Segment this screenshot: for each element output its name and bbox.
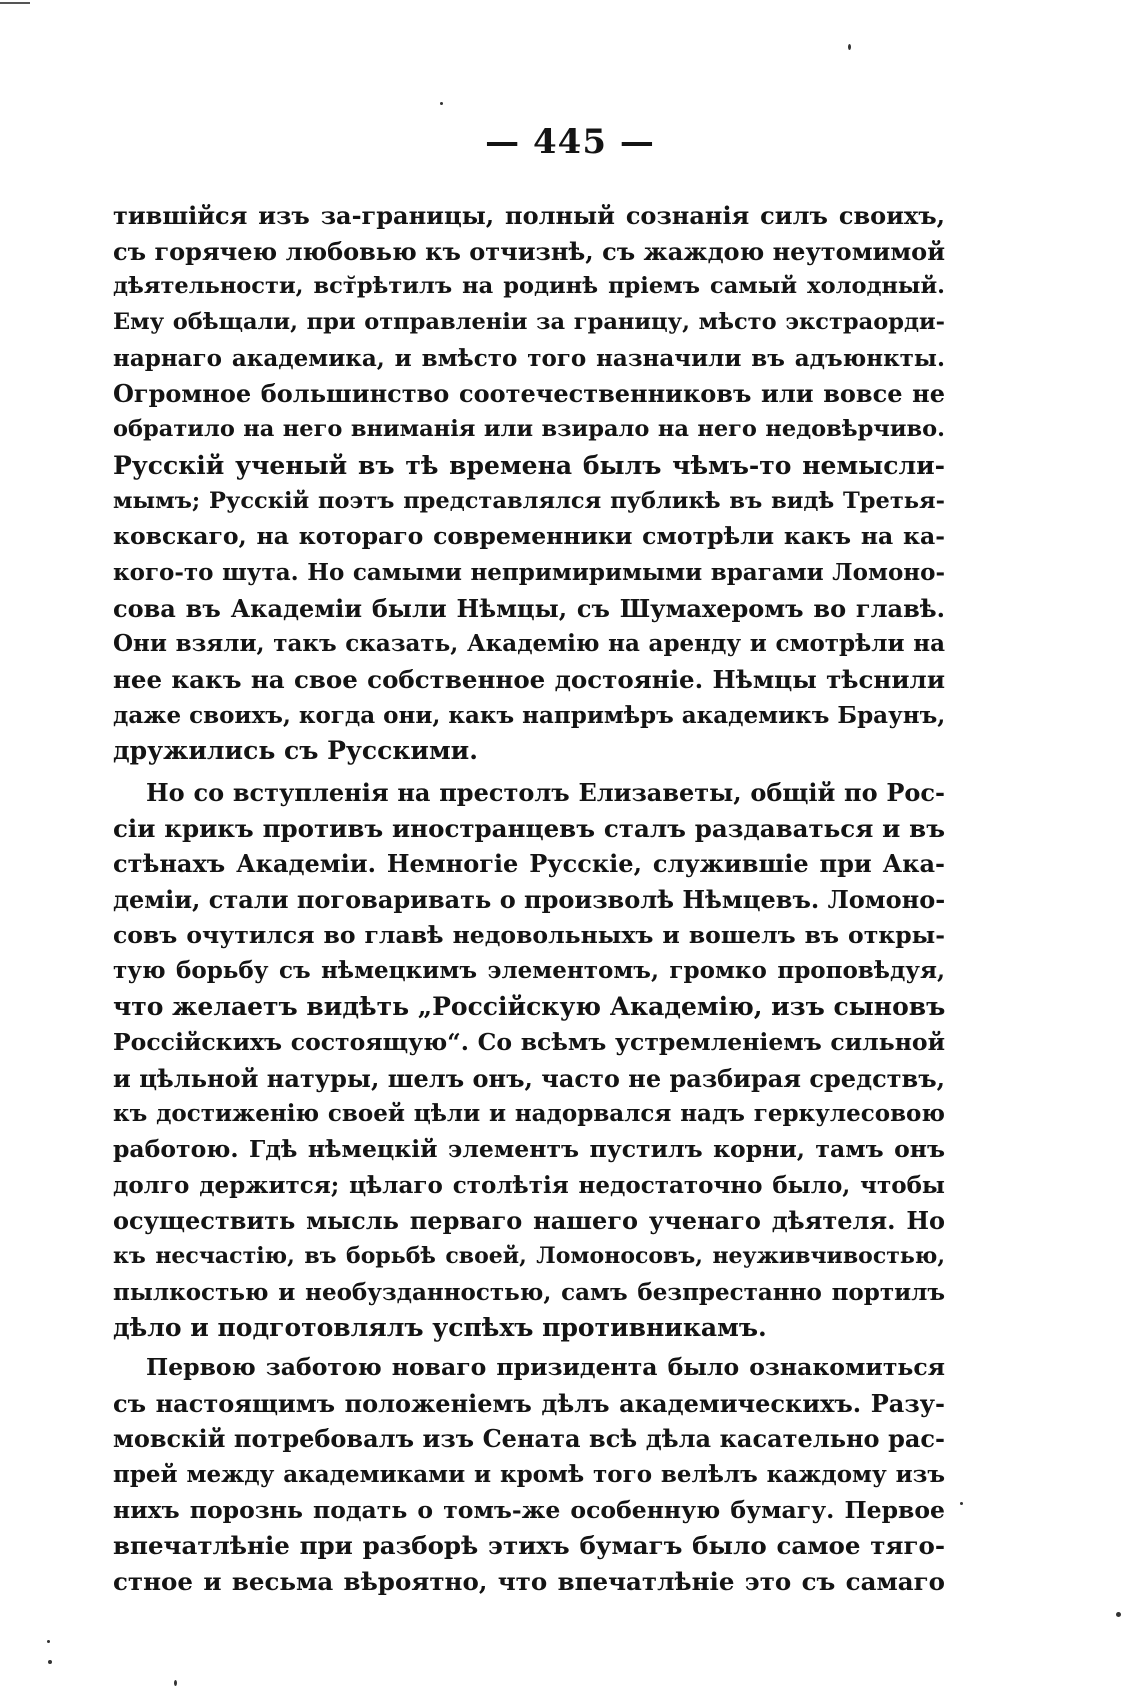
text-line: обратило на него вниманія или взирало на него недовѣрчиво. <box>113 416 945 443</box>
corner-dash-mark <box>0 2 30 4</box>
text-line: совъ очутился во главѣ недовольныхъ и вошелъ въ откры- <box>113 920 945 949</box>
text-line: деміи, стали поговаривать о произволѣ Нѣмцевъ. Ломоно- <box>113 885 945 915</box>
paragraph-1 <box>113 198 945 769</box>
text-line: что желаетъ видѣть „Россійскую Академію, изъ сыновъ <box>113 992 945 1022</box>
text-line: нее какъ на свое собственное достояніе. Нѣмцы тѣснили <box>113 664 945 694</box>
text-line: тившійся изъ за-границы, полный сознанія силъ своихъ, <box>113 201 945 230</box>
paragraph-2 <box>113 775 945 1346</box>
text-line: работою. Гдѣ нѣмецкій элементъ пустилъ корни, тамъ онъ <box>113 1134 945 1163</box>
scan-speck <box>960 1502 963 1505</box>
text-line: нихъ порознь подать о томъ-же особенную бумагу. Первое <box>113 1495 945 1524</box>
scan-speck <box>47 1640 50 1643</box>
text-line: осуществить мысль перваго нашего ученаго дѣятеля. Но <box>113 1206 945 1236</box>
text-line: мымъ; Русскій поэтъ представлялся публикѣ въ видѣ Третья- <box>113 487 945 514</box>
text-line: дружились съ Русскими. <box>113 736 478 766</box>
text-line: Они взяли, такъ сказать, Академію на аренду и смотрѣли на <box>113 630 945 658</box>
text-line: къ несчастію, въ борьбѣ своей, Ломоносовъ, неуживчивостью, <box>113 1242 945 1269</box>
text-line: стѣнахъ Академіи. Немногіе Русскіе, служившіе при Ака- <box>113 849 945 879</box>
text-line: нарнаго академика, и вмѣсто того назначили въ адъюнкты. <box>113 344 945 372</box>
text-line: съ горячею любовью къ отчизнѣ, съ жаждою неутомимой <box>113 236 945 266</box>
text-line: пылкостью и необузданностью, самъ безпрестанно портилъ <box>113 1278 945 1306</box>
text-line: сова въ Академіи были Нѣмцы, съ Шумахеромъ во главѣ. <box>113 593 945 623</box>
text-line: съ настоящимъ положеніемъ дѣлъ академическихъ. Разу- <box>113 1388 945 1418</box>
text-line: долго держится; цѣлаго столѣтія недостаточно было, чтобы <box>113 1171 945 1199</box>
page-number: — 445 — <box>485 122 655 162</box>
scan-speck <box>848 44 851 50</box>
text-line: ковскаго, на котораго современники смотрѣли какъ на ка- <box>113 522 945 551</box>
text-line: Но со вступленія на престолъ Елизаветы, общій по Рос- <box>146 778 945 807</box>
scan-speck <box>1116 1612 1121 1617</box>
text-line: Ему обѣщали, при отправленіи за границу, мѣсто экстраорди- <box>113 309 945 336</box>
scan-speck <box>440 102 443 105</box>
text-line: Огромное большинство соотечественниковъ или вовсе не <box>113 379 945 409</box>
text-line: сіи крикъ противъ иностранцевъ сталъ раздаваться и въ <box>113 813 945 843</box>
scan-speck <box>174 1680 177 1686</box>
text-line: впечатлѣніе при разборѣ этихъ бумагъ было самое тяго- <box>113 1531 945 1561</box>
text-line: дѣло и подготовлялъ успѣхъ противникамъ. <box>113 1313 767 1343</box>
text-line: дѣятельности, вст̆рѣтилъ на родинѣ пріемъ самый холодный. <box>113 273 945 300</box>
paragraph-3 <box>113 1350 945 1600</box>
text-line: тую борьбу съ нѣмецкимъ элементомъ, громко проповѣдуя, <box>113 957 945 985</box>
text-line: кого-то шута. Но самыми непримиримыми врагами Ломоно- <box>113 558 945 586</box>
text-line: Русскій ученый въ тѣ времена былъ чѣмъ-то немысли- <box>113 450 945 480</box>
text-line: мовскій потребовалъ изъ Сената всѣ дѣла касательно рас- <box>113 1424 945 1454</box>
body-text <box>113 198 945 1600</box>
text-line: стное и весьма вѣроятно, что впечатлѣніе это съ самаго <box>113 1567 945 1597</box>
text-line: прей между академиками и кромѣ того велѣлъ каждому изъ <box>113 1461 945 1489</box>
text-line: и цѣльной натуры, шелъ онъ, часто не разбирая средствъ, <box>113 1063 945 1093</box>
scan-speck <box>48 1660 52 1664</box>
text-line: Первою заботою новаго призидента было ознакомиться <box>146 1353 945 1381</box>
text-line: даже своихъ, когда они, какъ напримѣръ академикъ Браунъ, <box>113 701 945 729</box>
text-line: Россійскихъ состоящую“. Со всѣмъ устремленіемъ сильной <box>113 1027 945 1056</box>
text-line: къ достиженію своей цѣли и надорвался надъ геркулесовою <box>113 1100 945 1128</box>
